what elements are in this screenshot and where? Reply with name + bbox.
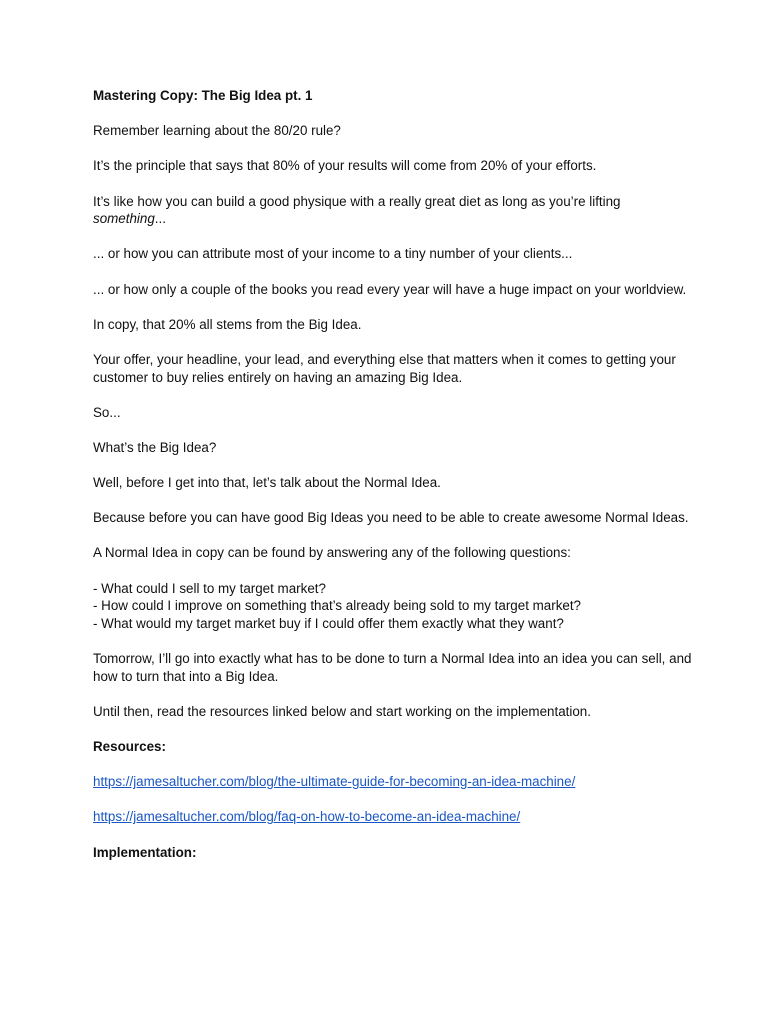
paragraph-6: In copy, that 20% all stems from the Big Idea.	[93, 316, 362, 332]
resource-link-2[interactable]: https://jamesaltucher.com/blog/faq-on-how-to-become-an-idea-machine/	[93, 809, 521, 825]
paragraph-3	[93, 193, 693, 228]
resource-link-wrap	[93, 808, 693, 826]
resources-heading: Resources:	[93, 738, 166, 754]
document-page	[93, 87, 693, 879]
paragraph-3-text: It’s like how you can build a good physique with a really great diet as long as you’re lifting	[93, 193, 621, 209]
paragraph-3-emphasis: something	[93, 211, 155, 227]
paragraph-14: Until then, read the resources linked below and start working on the implementation.	[93, 703, 591, 719]
paragraph-12: A Normal Idea in copy can be found by answering any of the following questions:	[93, 545, 571, 561]
paragraph-3-end: ...	[154, 211, 166, 227]
resource-link-1[interactable]: https://jamesaltucher.com/blog/the-ultimate-guide-for-becoming-an-idea-machine/	[93, 774, 576, 790]
paragraph-7: Your offer, your headline, your lead, and everything else that matters when it comes to getting your customer to buy relies entirely on having an amazing Big Idea.	[93, 351, 676, 385]
paragraph-13: Tomorrow, I’ll go into exactly what has to be done to turn a Normal Idea into an idea you can sell, and how to turn that into a Big Idea.	[93, 651, 692, 684]
question-item: - How could I improve on something that’s already being sold to my target market?	[93, 598, 582, 614]
paragraph-5: ... or how only a couple of the books you read every year will have a huge impact on your worldview.	[93, 281, 687, 297]
question-item: - What would my target market buy if I could offer them exactly what they want?	[93, 615, 564, 631]
paragraph-11: Because before you can have good Big Ideas you need to be able to create awesome Normal Ideas.	[93, 510, 689, 526]
document-title: Mastering Copy: The Big Idea pt. 1	[93, 88, 313, 103]
implementation-heading: Implementation:	[93, 844, 197, 860]
questions-list	[93, 580, 693, 633]
paragraph-2: It’s the principle that says that 80% of your results will come from 20% of your efforts.	[93, 158, 597, 174]
question-item: - What could I sell to my target market?	[93, 580, 326, 596]
paragraph-10: Well, before I get into that, let’s talk about the Normal Idea.	[93, 475, 441, 491]
paragraph-1: Remember learning about the 80/20 rule?	[93, 123, 341, 139]
paragraph-4: ... or how you can attribute most of your income to a tiny number of your clients...	[93, 246, 573, 262]
paragraph-8: So...	[93, 404, 121, 420]
paragraph-9: What’s the Big Idea?	[93, 439, 217, 455]
resource-link-wrap	[93, 773, 693, 791]
